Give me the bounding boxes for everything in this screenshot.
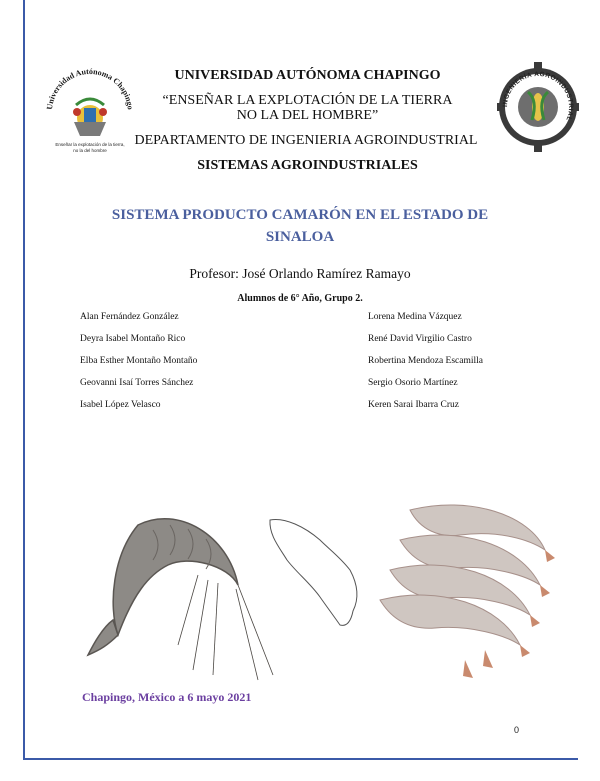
page-border-bottom xyxy=(23,758,578,760)
motto xyxy=(140,93,475,123)
motto-line1: “ENSEÑAR LA EXPLOTACIÓN DE LA TIERRA xyxy=(162,93,453,108)
student-name: Elba Esther Montaño Montaño xyxy=(80,356,198,366)
page-number: 0 xyxy=(514,725,520,735)
agroindustrial-logo xyxy=(497,62,579,152)
shrimp-image xyxy=(78,485,278,685)
document-title xyxy=(80,204,520,248)
student-name: Robertina Mendoza Escamilla xyxy=(368,356,484,366)
sinaloa-map xyxy=(265,515,370,630)
student-name: Geovanni Isaí Torres Sánchez xyxy=(80,378,194,388)
program-name: SISTEMAS AGROINDUSTRIALES xyxy=(197,158,418,173)
student-name: Isabel López Velasco xyxy=(80,400,161,410)
page-border-left xyxy=(23,0,25,760)
student-name: René David Virgilio Castro xyxy=(368,334,472,344)
professor-line: Profesor: José Orlando Ramírez Ramayo xyxy=(189,266,411,281)
university-logo xyxy=(40,60,140,160)
logo-ring-text: INGENIERÍA AGROINDUSTRIAL xyxy=(501,70,575,122)
department-name: DEPARTAMENTO DE INGENIERIA AGROINDUSTRIAL xyxy=(134,133,478,148)
student-name: Keren Sarai Ibarra Cruz xyxy=(368,400,459,410)
students-left-column xyxy=(80,311,300,421)
shrimp-photo xyxy=(360,490,560,690)
university-name: UNIVERSIDAD AUTÓNOMA CHAPINGO xyxy=(174,68,441,83)
student-name: Lorena Medina Vázquez xyxy=(368,312,462,322)
student-name: Sergio Osorio Martínez xyxy=(368,378,458,388)
logo-caption-line2: no la del hombre xyxy=(73,148,107,153)
students-heading: Alumnos de 6° Año, Grupo 2. xyxy=(237,293,363,304)
title-line2: SINALOA xyxy=(265,229,335,245)
title-line1: SISTEMA PRODUCTO CAMARÓN EN EL ESTADO DE xyxy=(111,207,489,223)
student-name: Alan Fernández González xyxy=(80,312,179,322)
logo-arc-text: Universidad Autónoma Chapingo xyxy=(45,66,135,111)
svg-text:Universidad Autónoma Chapingo xyxy=(45,67,135,110)
logo-caption-line1: Enseñar la explotación de la tierra, xyxy=(55,142,125,147)
students-right-column xyxy=(368,311,568,421)
place-date: Chapingo, México a 6 mayo 2021 xyxy=(82,690,252,704)
motto-line2: NO LA DEL HOMBRE” xyxy=(236,108,379,123)
student-name: Deyra Isabel Montaño Rico xyxy=(80,334,186,344)
